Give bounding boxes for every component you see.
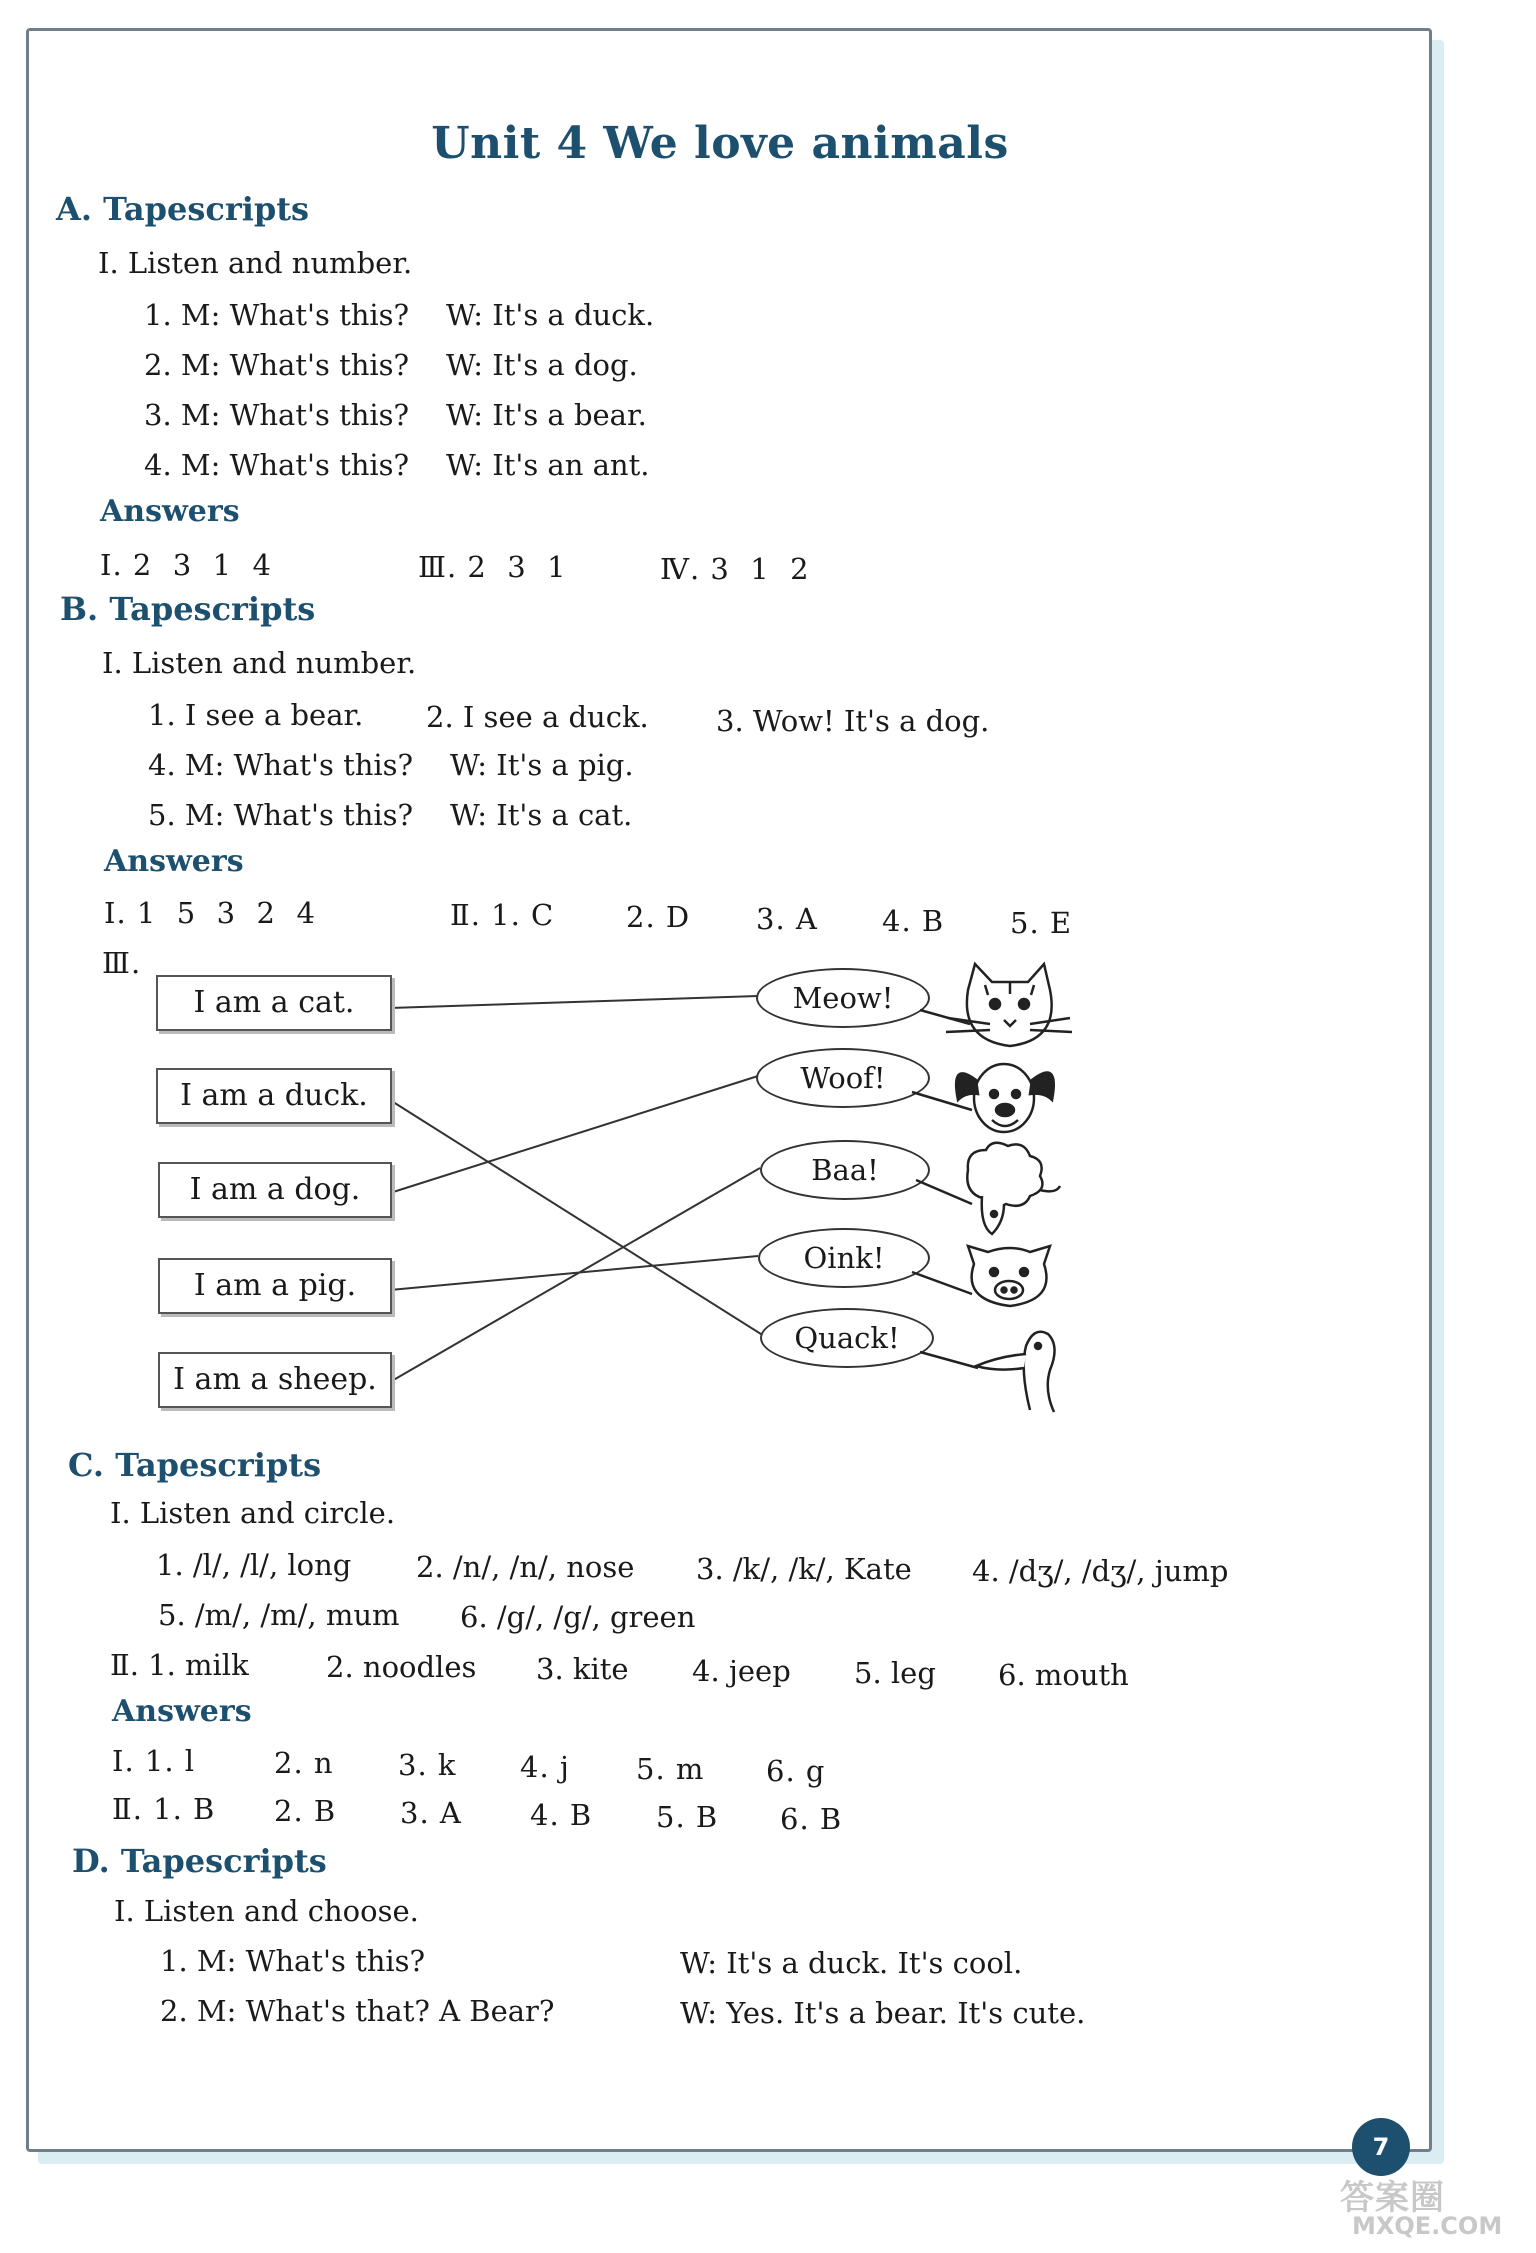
- section-c-item: 3. /k/, /k/, Kate: [696, 1552, 912, 1586]
- section-c-item: 2. /n/, /n/, nose: [416, 1550, 635, 1584]
- section-b-line: 2. I see a duck.: [426, 700, 649, 734]
- answer-item: Ⅲ. 2 3 1: [418, 550, 567, 584]
- answer-item: 2. n: [274, 1746, 334, 1780]
- section-d-line: W: Yes. It's a bear. It's cute.: [680, 1996, 1086, 2030]
- answer-item: 4. B: [882, 904, 945, 938]
- section-a-line: 3. M: What's this? W: It's a bear.: [144, 398, 647, 432]
- match-left-item: I am a cat.: [156, 975, 392, 1031]
- section-b-line: 3. Wow! It's a dog.: [716, 704, 990, 738]
- sheep-face-icon: [967, 1143, 1060, 1234]
- section-b-part1: Ⅰ. Listen and number.: [102, 646, 417, 680]
- answer-item: 3. A: [400, 1796, 462, 1830]
- section-d-line: W: It's a duck. It's cool.: [680, 1946, 1023, 1980]
- section-b-line: 4. M: What's this? W: It's a pig.: [148, 748, 634, 782]
- answer-item: Ⅱ. 1. B: [112, 1792, 216, 1826]
- dog-face-icon: [956, 1064, 1054, 1132]
- section-c-part1: Ⅰ. Listen and circle.: [110, 1496, 396, 1530]
- speech-bubble: Woof!: [756, 1048, 930, 1108]
- page-title: Unit 4 We love animals: [431, 118, 1009, 169]
- answer-item: 5. E: [1010, 906, 1073, 940]
- section-c-item: 3. kite: [536, 1652, 629, 1686]
- match-left-item: I am a dog.: [158, 1162, 392, 1218]
- answer-item: 3. k: [398, 1748, 457, 1782]
- section-a-line: 4. M: What's this? W: It's an ant.: [144, 448, 650, 482]
- section-c-item: 5. /m/, /m/, mum: [158, 1598, 400, 1632]
- section-c-item: 2. noodles: [326, 1650, 477, 1684]
- section-b-answers-label: Answers: [104, 844, 244, 879]
- answer-item: 5. m: [636, 1752, 705, 1786]
- answer-item: 6. B: [780, 1802, 843, 1836]
- section-c-item: 5. leg: [854, 1656, 936, 1690]
- section-c-item: 4. /dʒ/, /dʒ/, jump: [972, 1554, 1229, 1588]
- section-a-answers-label: Answers: [100, 494, 240, 529]
- section-d-part1: Ⅰ. Listen and choose.: [114, 1894, 419, 1928]
- section-b-heading: B. Tapescripts: [60, 590, 316, 628]
- match-left-item: I am a pig.: [158, 1258, 392, 1314]
- section-b-line: 5. M: What's this? W: It's a cat.: [148, 798, 633, 832]
- section-c-answers-label: Answers: [112, 1694, 252, 1729]
- section-c-heading: C. Tapescripts: [68, 1446, 322, 1484]
- cat-face-icon: [946, 964, 1072, 1046]
- section-a-heading: A. Tapescripts: [56, 190, 310, 228]
- section-d-heading: D. Tapescripts: [72, 1842, 327, 1880]
- section-a-line: 2. M: What's this? W: It's a dog.: [144, 348, 638, 382]
- answer-item: 2. D: [626, 900, 691, 934]
- watermark-url: MXQE.COM: [1352, 2212, 1503, 2240]
- answer-item: 4. B: [530, 1798, 593, 1832]
- section-b-line: 1. I see a bear.: [148, 698, 364, 732]
- speech-bubble: Baa!: [760, 1140, 930, 1200]
- duck-head-icon: [976, 1332, 1055, 1412]
- answer-item: 3. A: [756, 902, 818, 936]
- bubble-tail: [920, 1352, 978, 1368]
- section-c-item: 6. /g/, /g/, green: [460, 1600, 696, 1634]
- match-left-item: I am a sheep.: [158, 1352, 392, 1408]
- bubble-tail: [912, 1272, 972, 1294]
- section-c-item: 1. /l/, /l/, long: [156, 1548, 352, 1582]
- speech-bubble: Oink!: [758, 1228, 930, 1288]
- section-b-part3-label: Ⅲ.: [102, 946, 142, 980]
- section-a-part1: Ⅰ. Listen and number.: [98, 246, 413, 280]
- answer-item: Ⅰ. 1 5 3 2 4: [104, 896, 316, 930]
- answer-item: 5. B: [656, 1800, 719, 1834]
- speech-bubble: Meow!: [756, 968, 930, 1028]
- match-left-item: I am a duck.: [156, 1068, 392, 1124]
- speech-bubble: Quack!: [760, 1308, 934, 1368]
- bubble-tail: [916, 1180, 972, 1204]
- page-number: 7: [1352, 2118, 1410, 2176]
- watermark: 答案圈: [1340, 2178, 1445, 2218]
- section-c-item: 4. jeep: [692, 1654, 791, 1688]
- pig-face-icon: [968, 1246, 1050, 1306]
- section-c-item: 6. mouth: [998, 1658, 1129, 1692]
- section-c-item: Ⅱ. 1. milk: [110, 1648, 249, 1682]
- section-a-line: 1. M: What's this? W: It's a duck.: [144, 298, 655, 332]
- answer-item: Ⅰ. 1. l: [112, 1744, 196, 1778]
- answer-item: 6. g: [766, 1754, 826, 1788]
- answer-item: 2. B: [274, 1794, 337, 1828]
- answer-item: Ⅳ. 3 1 2: [660, 552, 810, 586]
- answer-item: 4. j: [520, 1750, 570, 1784]
- section-d-line: 2. M: What's that? A Bear?: [160, 1994, 555, 2028]
- bubble-tail: [920, 1010, 970, 1024]
- answer-item: Ⅱ. 1. C: [450, 898, 555, 932]
- section-d-line: 1. M: What's this?: [160, 1944, 426, 1978]
- answer-item: Ⅰ. 2 3 1 4: [100, 548, 273, 582]
